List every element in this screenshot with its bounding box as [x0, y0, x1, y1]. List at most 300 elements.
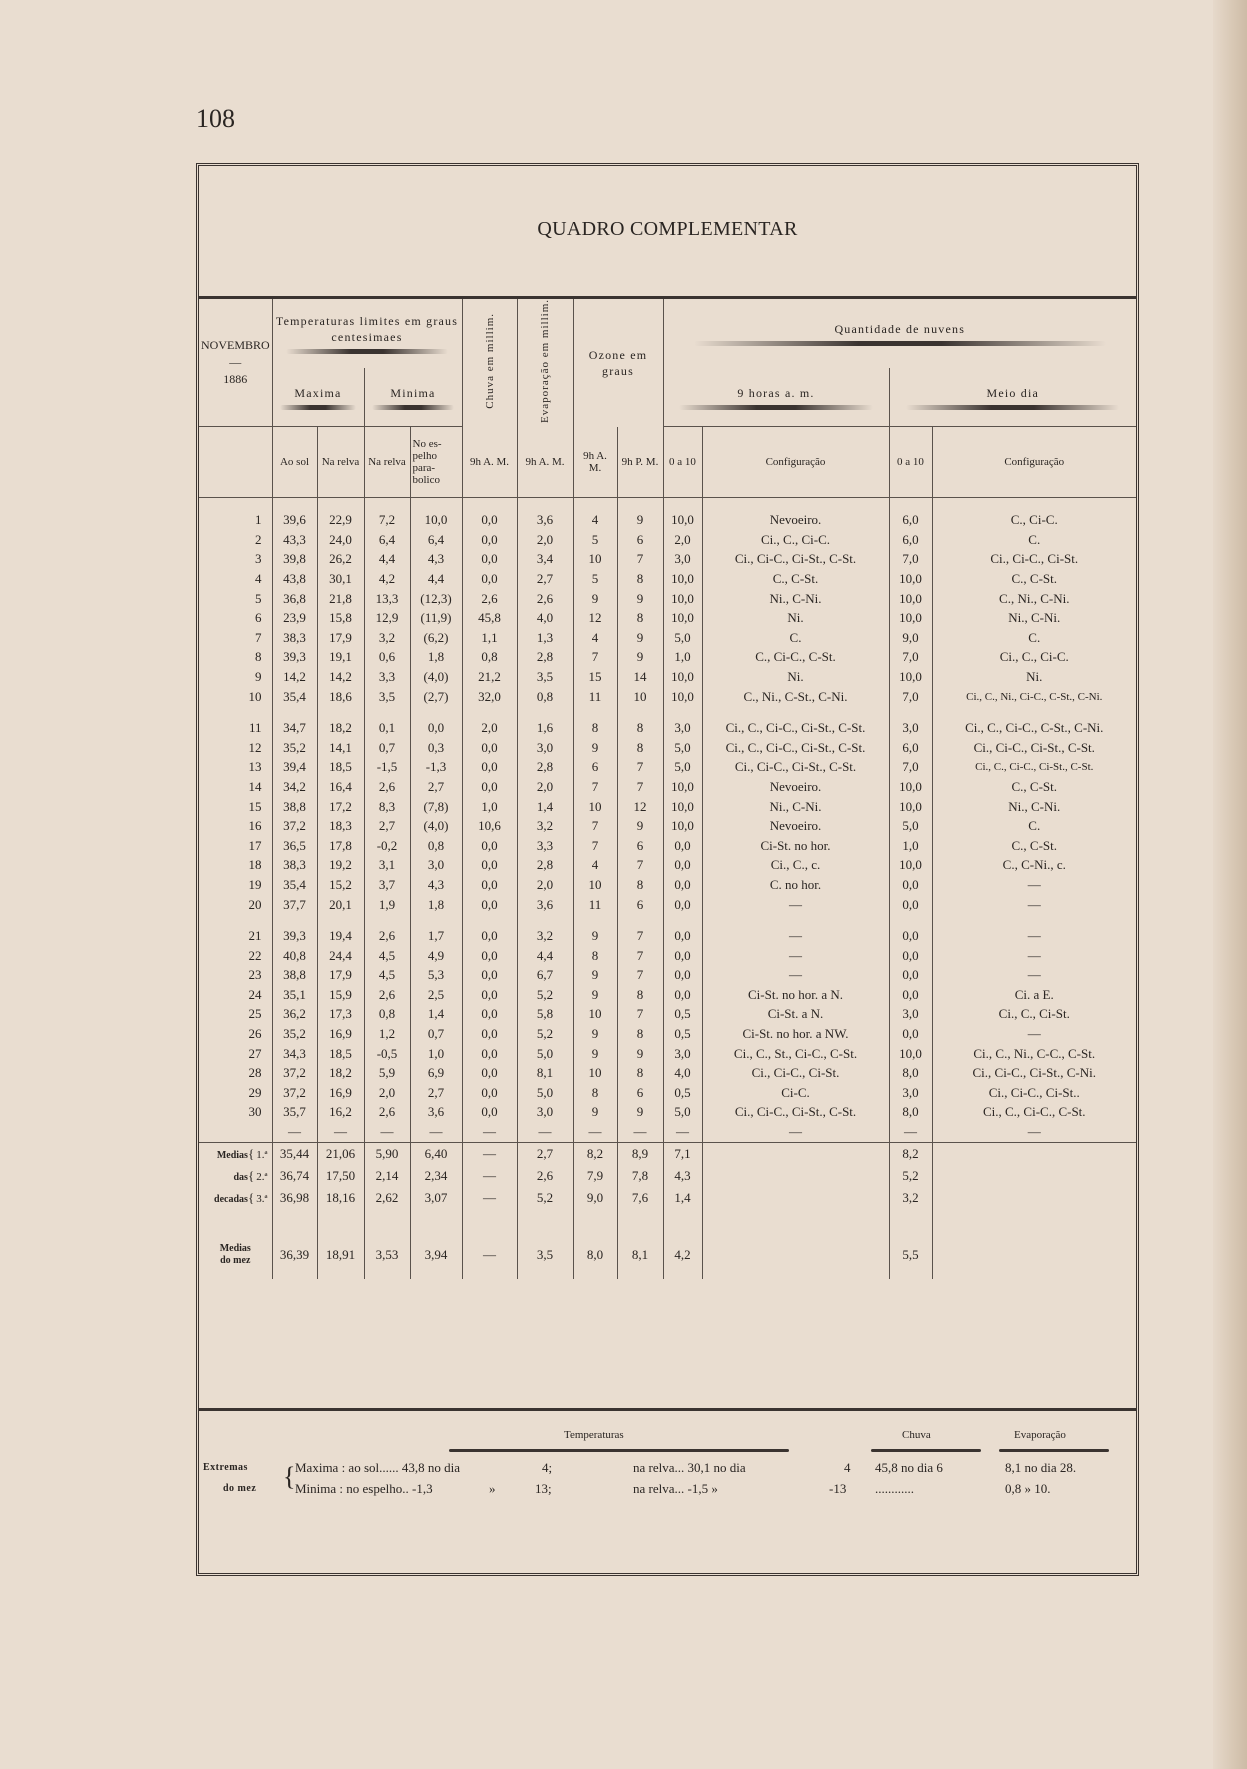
clouds-noon-cell: 5,0: [889, 816, 932, 836]
evaporation-cell: 3,3: [517, 836, 573, 856]
spacer-cell: [272, 498, 317, 511]
clouds-noon-config-cell: C., C-St.: [1011, 778, 1058, 794]
mirror-min-mean-cell: 2,34: [410, 1165, 462, 1187]
spacer-cell: [364, 1267, 410, 1279]
sun-max-mean-cell: 36,74: [272, 1165, 317, 1187]
clouds-am-cell: 1,0: [663, 648, 702, 668]
table-row: [199, 797, 1136, 817]
sun-max-cell: 37,2: [272, 816, 317, 836]
mirror-min-cell: 0,0: [410, 718, 462, 738]
evaporation-month-mean-cell: 3,5: [517, 1243, 573, 1267]
ozone-am-cell: 8: [573, 1083, 617, 1103]
sun-max-cell: 38,3: [272, 628, 317, 648]
grass-max-cell: 19,2: [317, 856, 364, 876]
clouds-am-cell: 10,0: [663, 667, 702, 687]
ozone-pm-cell: 9: [617, 648, 663, 668]
clouds-am-cell: 0,0: [663, 985, 702, 1005]
dash-cell: —: [410, 1122, 462, 1142]
day-cell: 22: [199, 946, 272, 966]
ozone-am-mean-cell: 8,2: [573, 1142, 617, 1165]
evaporation-cell: 2,7: [517, 569, 573, 589]
spacer-cell: [617, 914, 663, 926]
clouds-noon-cell: 3,0: [889, 1005, 932, 1025]
spacer-cell: [462, 1267, 517, 1279]
grass-min-mean-cell: 5,90: [364, 1142, 410, 1165]
empty-month-mean-cell: [702, 1243, 889, 1267]
table-row: [199, 816, 1136, 836]
day-cell: 25: [199, 1005, 272, 1025]
max-rain-text: 45,8 no dia 6: [875, 1460, 943, 1475]
ozone-pm-cell: 7: [617, 946, 663, 966]
evaporation-mean-cell: 5,2: [517, 1187, 573, 1209]
mirror-min-month-mean-cell: 3,94: [410, 1243, 462, 1267]
sun-max-cell: 36,5: [272, 836, 317, 856]
spacer-cell: [410, 1267, 462, 1279]
rain-cell: 0,0: [462, 1044, 517, 1064]
evaporation-cell: 3,2: [517, 816, 573, 836]
month-label: NOVEMBRO: [201, 338, 270, 353]
mirror-min-cell: 2,5: [410, 985, 462, 1005]
evap-sub-header: 9h A. M.: [517, 427, 573, 498]
spacer-cell: [517, 706, 573, 718]
rain-cell: 0,0: [462, 1063, 517, 1083]
spacer-row: [199, 1267, 1136, 1279]
mirror-min-cell: 6,4: [410, 530, 462, 550]
ozone-am-cell: 11: [573, 895, 617, 915]
sun-max-mean-cell: 35,44: [272, 1142, 317, 1165]
sun-max-cell: 34,3: [272, 1044, 317, 1064]
rain-cell: 0,0: [462, 1103, 517, 1123]
evaporation-cell: 5,0: [517, 1044, 573, 1064]
spacer-cell: [462, 706, 517, 718]
grass-min-cell: -0,2: [364, 836, 410, 856]
ozone-pm-cell: 9: [617, 510, 663, 530]
table-row: [199, 1083, 1136, 1103]
table-row: [199, 1044, 1136, 1064]
grass-min-cell: 8,3: [364, 797, 410, 817]
clouds-am-cell: 10,0: [663, 569, 702, 589]
min-rain-text: ............: [875, 1481, 914, 1496]
day-cell: 10: [199, 687, 272, 707]
mirror-min-cell: 4,9: [410, 946, 462, 966]
ozone-am-cell: 9: [573, 966, 617, 986]
ornament-rule: [694, 341, 1106, 346]
clouds-am-config-cell: Ci-C.: [702, 1083, 889, 1103]
clouds-noon-mean-cell: 8,2: [889, 1142, 932, 1165]
rain-cell: 0,0: [462, 569, 517, 589]
grass-min-cell: 3,3: [364, 667, 410, 687]
grass-min-cell: 13,3: [364, 589, 410, 609]
spacer-cell: [663, 914, 702, 926]
sun-max-cell: 23,9: [272, 608, 317, 628]
day-cell: 3: [199, 550, 272, 570]
table-row: [199, 1024, 1136, 1044]
clouds-am-config-cell: —: [702, 926, 889, 946]
rain-cell: 0,0: [462, 1005, 517, 1025]
ozone-pm-cell: 7: [617, 758, 663, 778]
clouds-am-cell: 10,0: [663, 589, 702, 609]
ozone-am-cell: 10: [573, 1005, 617, 1025]
grass-max-cell: 19,4: [317, 926, 364, 946]
ozone-pm-header: 9h P. M.: [617, 427, 663, 498]
mirror-min-cell: 4,3: [410, 550, 462, 570]
mirror-min-cell: 0,3: [410, 738, 462, 758]
clouds-noon-config-cell: Ni.: [1026, 668, 1043, 684]
decade-label-cell: Medias{ 1.ª: [199, 1142, 272, 1165]
sun-max-cell: 34,2: [272, 777, 317, 797]
rain-cell: 0,0: [462, 946, 517, 966]
clouds-am-month-mean-cell: 4,2: [663, 1243, 702, 1267]
spacer-row: [199, 498, 1136, 511]
mirror-min-cell: 0,7: [410, 1024, 462, 1044]
ozone-am-cell: 7: [573, 648, 617, 668]
clouds-am-cell: 0,0: [663, 836, 702, 856]
page-title: QUADRO COMPLEMENTAR: [537, 218, 798, 240]
spacer-cell: [462, 914, 517, 926]
table-row: [199, 946, 1136, 966]
grass-min-cell: 4,4: [364, 550, 410, 570]
mirror-min-cell: 3,0: [410, 856, 462, 876]
mirror-min-cell: 2,7: [410, 1083, 462, 1103]
clouds-am-cell: 5,0: [663, 1103, 702, 1123]
dash-cell: —: [364, 1122, 410, 1142]
table-row: [199, 628, 1136, 648]
grass-min-cell: 5,9: [364, 1063, 410, 1083]
grass-max-cell: 15,9: [317, 985, 364, 1005]
spacer-cell: [410, 706, 462, 718]
grass-max-mean-cell: 18,16: [317, 1187, 364, 1209]
day-cell: 7: [199, 628, 272, 648]
grass-max-cell: 21,8: [317, 589, 364, 609]
ozone-pm-cell: 8: [617, 569, 663, 589]
clouds-noon-config-cell: Ci., C., Ni., Ci-C., C-St., C-Ni.: [966, 690, 1103, 703]
clouds-noon-cell: 9,0: [889, 628, 932, 648]
spacer-cell: [663, 1209, 702, 1243]
clouds-am-config-cell: Ni., C-Ni.: [702, 589, 889, 609]
mirror-min-cell: 1,4: [410, 1005, 462, 1025]
mirror-min-cell: 1,8: [410, 648, 462, 668]
ornament-rule: [679, 405, 873, 410]
spacer-cell: [199, 498, 272, 511]
spacer-cell: [199, 914, 272, 926]
spacer-cell: [462, 1209, 517, 1243]
dash-cell: —: [663, 1122, 702, 1142]
decade-number: 2.ª: [256, 1170, 268, 1183]
clouds-am-config-cell: C. no hor.: [702, 875, 889, 895]
clouds-am-config-cell: Ci-St. a N.: [702, 1005, 889, 1025]
decade-number: 3.ª: [256, 1192, 268, 1205]
day-cell: 9: [199, 667, 272, 687]
spacer-cell: [702, 1267, 889, 1279]
clouds-noon-cell: 7,0: [889, 550, 932, 570]
clouds-am-cell: 3,0: [663, 718, 702, 738]
day-cell: 13: [199, 758, 272, 778]
clouds-noon-cell: 0,0: [889, 875, 932, 895]
max-sun-day: 4;: [542, 1460, 553, 1475]
mirror-min-cell: 6,9: [410, 1063, 462, 1083]
clouds-noon-config-cell: C., C-Ni., c.: [1002, 857, 1066, 873]
min-grass-text: na relva... -1,5 »: [633, 1481, 718, 1496]
ozone-pm-cell: 9: [617, 816, 663, 836]
ornament-rule: [286, 349, 449, 354]
spacer-cell: [889, 914, 932, 926]
ozone-am-cell: 10: [573, 550, 617, 570]
grass-min-cell: 3,7: [364, 875, 410, 895]
clouds-am-config-cell: C., Ci-C., C-St.: [702, 648, 889, 668]
ozone-pm-cell: 7: [617, 856, 663, 876]
evaporation-cell: 2,0: [517, 530, 573, 550]
clouds-noon-cell: 6,0: [889, 530, 932, 550]
sun-max-cell: 37,7: [272, 895, 317, 915]
clouds-noon-config-cell: —: [1027, 896, 1041, 912]
rain-cell: 0,0: [462, 966, 517, 986]
ornament-rule: [906, 405, 1119, 410]
clouds-am-cell: 0,0: [663, 926, 702, 946]
grass-min-cell: 2,6: [364, 985, 410, 1005]
max-evap-text: 8,1 no dia 28.: [1005, 1460, 1077, 1475]
dash-row: [199, 1122, 1136, 1142]
empty-mean-cell: [702, 1187, 889, 1209]
maxima-header: [272, 368, 364, 427]
clouds-noon-cell: 10,0: [889, 856, 932, 876]
spacer-cell: [932, 498, 1136, 511]
clouds-noon-cell: 6,0: [889, 738, 932, 758]
decade-mean-row: [199, 1165, 1136, 1187]
grass-min-cell: 3,5: [364, 687, 410, 707]
evaporation-cell: 2,8: [517, 648, 573, 668]
rain-cell: 1,0: [462, 797, 517, 817]
ozone-am-cell: 10: [573, 797, 617, 817]
month-mean-row: [199, 1243, 1136, 1267]
day-cell: 5: [199, 589, 272, 609]
ozone-pm-cell: 8: [617, 718, 663, 738]
grass-min-header: Na relva: [364, 427, 410, 498]
clouds-noon-config-cell: C.: [1028, 629, 1041, 645]
sun-max-cell: 35,2: [272, 1024, 317, 1044]
clouds-noon-month-mean-cell: 5,5: [889, 1243, 932, 1267]
spacer-cell: [317, 1209, 364, 1243]
table-row: [199, 1005, 1136, 1025]
grass-min-cell: 1,2: [364, 1024, 410, 1044]
clouds-am-cell: 10,0: [663, 777, 702, 797]
ozone-am-cell: 9: [573, 589, 617, 609]
clouds-noon-config-cell: Ci., C., Ni., C-C., C-St.: [973, 1045, 1096, 1061]
rain-cell: 1,1: [462, 628, 517, 648]
ozone-am-cell: 5: [573, 530, 617, 550]
grass-min-cell: 12,9: [364, 608, 410, 628]
ozone-am-month-mean-cell: 8,0: [573, 1243, 617, 1267]
empty-mean-cell: [702, 1165, 889, 1187]
min-mirror-day: 13;: [535, 1481, 552, 1496]
grass-min-cell: 3,2: [364, 628, 410, 648]
clouds-am-config-cell: Ci., Ci-C., Ci-St.: [702, 1063, 889, 1083]
evaporation-cell: 3,2: [517, 926, 573, 946]
month-dash: —: [229, 355, 242, 370]
clouds-noon-config-cell: Ni., C-Ni.: [1008, 610, 1061, 626]
sun-max-cell: 34,7: [272, 718, 317, 738]
evaporation-cell: 2,8: [517, 758, 573, 778]
spacer-cell: [702, 1209, 889, 1243]
clouds-group-label: Quantidade de nuvens: [834, 322, 966, 337]
ozone-am-cell: 9: [573, 1044, 617, 1064]
evaporation-header: [517, 298, 573, 427]
spacer-cell: [889, 706, 932, 718]
clouds-am-cell: 5,0: [663, 628, 702, 648]
clouds-am-config-cell: Ci., Ci-C., Ci-St., C-St.: [702, 1103, 889, 1123]
grass-max-cell: 17,9: [317, 966, 364, 986]
day-cell: 12: [199, 738, 272, 758]
ozone-pm-mean-cell: 7,6: [617, 1187, 663, 1209]
mirror-min-cell: (4,0): [410, 816, 462, 836]
spacer-cell: [702, 914, 889, 926]
clouds-noon-cell: 0,0: [889, 985, 932, 1005]
rain-cell: 0,0: [462, 550, 517, 570]
spacer-row: [199, 1209, 1136, 1243]
month-mean-label-cell: [199, 1243, 272, 1267]
spacer-cell: [199, 706, 272, 718]
empty-mean-cell: [702, 1142, 889, 1165]
ozone-pm-cell: 7: [617, 550, 663, 570]
ozone-pm-month-mean-cell: 8,1: [617, 1243, 663, 1267]
mirror-min-cell: 4,4: [410, 569, 462, 589]
evaporation-cell: 3,6: [517, 510, 573, 530]
extremes-brace: {: [283, 1462, 296, 1491]
spacer-cell: [702, 498, 889, 511]
spacer-cell: [932, 1209, 1136, 1243]
rain-mean-cell: —: [462, 1187, 517, 1209]
evaporation-cell: 5,2: [517, 985, 573, 1005]
grass-max-cell: 16,4: [317, 777, 364, 797]
clouds-noon-config-cell: Ci., C., Ci-C., Ci-St., C-St.: [975, 761, 1094, 774]
evaporation-mean-cell: 2,7: [517, 1142, 573, 1165]
spacer-cell: [573, 498, 617, 511]
spacer-cell: [272, 1267, 317, 1279]
sun-max-cell: 36,2: [272, 1005, 317, 1025]
day-cell: 27: [199, 1044, 272, 1064]
rain-cell: 10,6: [462, 816, 517, 836]
mirror-min-cell: (2,7): [410, 687, 462, 707]
ozone-pm-cell: 7: [617, 1005, 663, 1025]
spacer-row: [199, 914, 1136, 926]
ozone-pm-cell: 9: [617, 1044, 663, 1064]
clouds-am-config-cell: Ci., C., St., Ci-C., C-St.: [702, 1044, 889, 1064]
clouds-noon-scale-header: 0 a 10: [889, 427, 932, 498]
spacer-cell: [317, 498, 364, 511]
day-cell: 14: [199, 777, 272, 797]
evaporation-cell: 6,7: [517, 966, 573, 986]
min-mirror-mark: »: [489, 1481, 496, 1496]
day-col-header: [199, 427, 272, 498]
spacer-cell: [410, 1209, 462, 1243]
clouds-noon-cell: 10,0: [889, 608, 932, 628]
sun-max-header: Ao sol: [272, 427, 317, 498]
clouds-am-config-cell: Ni.: [702, 667, 889, 687]
clouds-noon-cell: 8,0: [889, 1103, 932, 1123]
grass-max-cell: 15,2: [317, 875, 364, 895]
ozone-pm-cell: 14: [617, 667, 663, 687]
sun-max-cell: 38,8: [272, 966, 317, 986]
mirror-min-mean-cell: 6,40: [410, 1142, 462, 1165]
grass-min-cell: -1,5: [364, 758, 410, 778]
spacer-cell: [889, 498, 932, 511]
clouds-noon-config-cell: —: [1027, 876, 1041, 892]
rain-cell: 0,0: [462, 985, 517, 1005]
midday-label: Meio dia: [986, 385, 1040, 400]
empty-mean-cell: [932, 1142, 1136, 1165]
clouds-noon-cell: 10,0: [889, 1044, 932, 1064]
day-cell: 26: [199, 1024, 272, 1044]
clouds-am-mean-cell: 1,4: [663, 1187, 702, 1209]
grass-min-cell: 0,6: [364, 648, 410, 668]
table-row: [199, 895, 1136, 915]
evaporation-cell: 5,0: [517, 1083, 573, 1103]
rain-cell: 21,2: [462, 667, 517, 687]
rain-cell: 0,8: [462, 648, 517, 668]
ozone-pm-mean-cell: 7,8: [617, 1165, 663, 1187]
grass-max-header: Na relva: [317, 427, 364, 498]
sun-max-cell: 39,4: [272, 758, 317, 778]
table-row: [199, 1063, 1136, 1083]
clouds-am-config-cell: C.: [702, 628, 889, 648]
evaporation-cell: 2,6: [517, 589, 573, 609]
spacer-cell: [364, 914, 410, 926]
evaporation-cell: 1,6: [517, 718, 573, 738]
sun-max-cell: 35,2: [272, 738, 317, 758]
spacer-cell: [317, 914, 364, 926]
ozone-am-cell: 7: [573, 836, 617, 856]
clouds-am-cell: 0,5: [663, 1083, 702, 1103]
evaporation-cell: 1,4: [517, 797, 573, 817]
clouds-am-cell: 0,0: [663, 856, 702, 876]
ozone-am-cell: 12: [573, 608, 617, 628]
ozone-am-cell: 15: [573, 667, 617, 687]
mirror-min-cell: 5,3: [410, 966, 462, 986]
grass-min-cell: 4,5: [364, 966, 410, 986]
clouds-noon-cell: 0,0: [889, 895, 932, 915]
grass-min-cell: 2,7: [364, 816, 410, 836]
ozone-pm-cell: 6: [617, 895, 663, 915]
ozone-am-header: 9h A. M.: [573, 427, 617, 498]
evaporation-cell: 8,1: [517, 1063, 573, 1083]
spacer-cell: [573, 1267, 617, 1279]
evaporation-cell: 3,4: [517, 550, 573, 570]
grass-max-cell: 18,2: [317, 1063, 364, 1083]
grass-min-mean-cell: 2,62: [364, 1187, 410, 1209]
ozone-pm-mean-cell: 8,9: [617, 1142, 663, 1165]
day-cell: 19: [199, 875, 272, 895]
day-cell: 2: [199, 530, 272, 550]
page-edge-shadow: [1213, 0, 1247, 1769]
grass-min-cell: 2,6: [364, 926, 410, 946]
grass-max-cell: 18,6: [317, 687, 364, 707]
rain-cell: 0,0: [462, 777, 517, 797]
evaporation-cell: 3,0: [517, 1103, 573, 1123]
day-cell: 16: [199, 816, 272, 836]
clouds-noon-config-cell: Ci. a E.: [1014, 986, 1054, 1002]
rain-cell: 0,0: [462, 856, 517, 876]
mirror-min-cell: (7,8): [410, 797, 462, 817]
clouds-am-cell: 10,0: [663, 687, 702, 707]
nine-am-label: 9 horas a. m.: [737, 385, 815, 400]
day-cell: 18: [199, 856, 272, 876]
day-cell: 24: [199, 985, 272, 1005]
sun-max-cell: 14,2: [272, 667, 317, 687]
sun-max-cell: 39,8: [272, 550, 317, 570]
sun-max-cell: 35,4: [272, 875, 317, 895]
spacer-cell: [364, 1209, 410, 1243]
mirror-min-cell: 1,7: [410, 926, 462, 946]
grass-max-cell: 14,1: [317, 738, 364, 758]
